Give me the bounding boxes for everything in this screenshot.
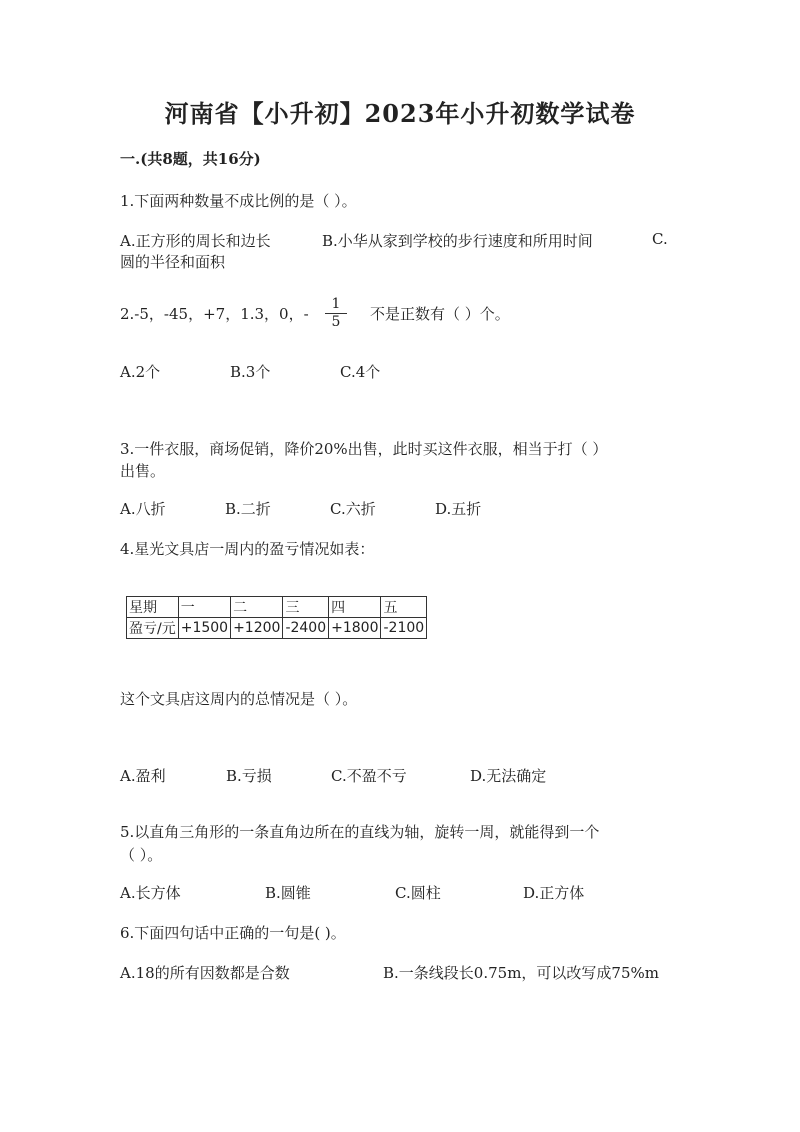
table-row: [127, 618, 427, 639]
table-header-cell: 四: [329, 597, 381, 618]
table-cell: 盈亏/元: [127, 618, 179, 639]
question-6-option-b: B.一条线段长0.75m，可以改写成75%m: [383, 964, 659, 982]
table-header-cell: 一: [178, 597, 230, 618]
question-3-option-d: D.五折: [435, 500, 482, 518]
question-2-option-c: C.4个: [340, 363, 381, 381]
table-cell: +1800: [329, 618, 381, 639]
question-6-option-a: A.18的所有因数都是合数: [120, 964, 290, 982]
question-1-option-b: B.小华从家到学校的步行速度和所用时间: [322, 232, 593, 250]
question-2-option-b: B.3个: [230, 363, 271, 381]
table-row: [127, 597, 427, 618]
question-2-text: 2.-5，-45，+7，1.3，0，-: [120, 305, 309, 323]
question-3-option-c: C.六折: [330, 500, 376, 518]
question-2-option-a: A.2个: [120, 363, 161, 381]
question-5-option-a: A.长方体: [120, 884, 181, 902]
question-4-option-c: C.不盈不亏: [331, 767, 407, 785]
table-cell: +1200: [231, 618, 283, 639]
question-1-option-c: 圆的半径和面积: [120, 253, 226, 271]
page-title: 河南省【小升初】2023年小升初数学试卷: [164, 99, 636, 128]
question-4-text: 4.星光文具店一周内的盈亏情况如表：: [120, 540, 375, 558]
table-header-cell: 二: [231, 597, 283, 618]
table-header-cell: 星期: [127, 597, 179, 618]
profit-loss-table: [126, 596, 427, 639]
question-5-text-line1: 5.以直角三角形的一条直角边所在的直线为轴，旋转一周，就能得到一个: [120, 823, 600, 841]
question-5-text-line2: （ ）。: [120, 846, 163, 864]
question-5-option-c: C.圆柱: [395, 884, 441, 902]
table-cell: +1500: [178, 618, 230, 639]
question-3-option-b: B.二折: [225, 500, 271, 518]
fraction-denominator: 5: [331, 314, 341, 330]
table-header-cell: 三: [283, 597, 329, 618]
question-6-text: 6.下面四句话中正确的一句是( )。: [120, 924, 346, 942]
question-2-text-after: 不是正数有（ ）个。: [370, 305, 510, 323]
question-4-option-a: A.盈利: [120, 767, 166, 785]
question-5-option-d: D.正方体: [523, 884, 585, 902]
question-4-option-b: B.亏损: [226, 767, 272, 785]
section-heading: 一.(共8题，共16分): [120, 150, 261, 168]
question-1-text: 1.下面两种数量不成比例的是（ ）。: [120, 192, 357, 210]
question-3-option-a: A.八折: [120, 500, 166, 518]
fraction-numerator: 1: [325, 296, 347, 314]
question-4-question: 这个文具店这周内的总情况是（ ）。: [120, 690, 358, 708]
fraction: [325, 296, 347, 331]
table-header-cell: 五: [381, 597, 427, 618]
question-3-text-line2: 出售。: [120, 462, 166, 480]
question-3-text-line1: 3.一件衣服，商场促销，降价20%出售，此时买这件衣服，相当于打（ ）: [120, 440, 608, 458]
question-1-option-c-prefix: C.: [652, 230, 668, 248]
question-5-option-b: B.圆锥: [265, 884, 311, 902]
table-cell: -2100: [381, 618, 427, 639]
table-cell: -2400: [283, 618, 329, 639]
question-1-option-a: A.正方形的周长和边长: [120, 232, 271, 250]
question-4-option-d: D.无法确定: [470, 767, 547, 785]
